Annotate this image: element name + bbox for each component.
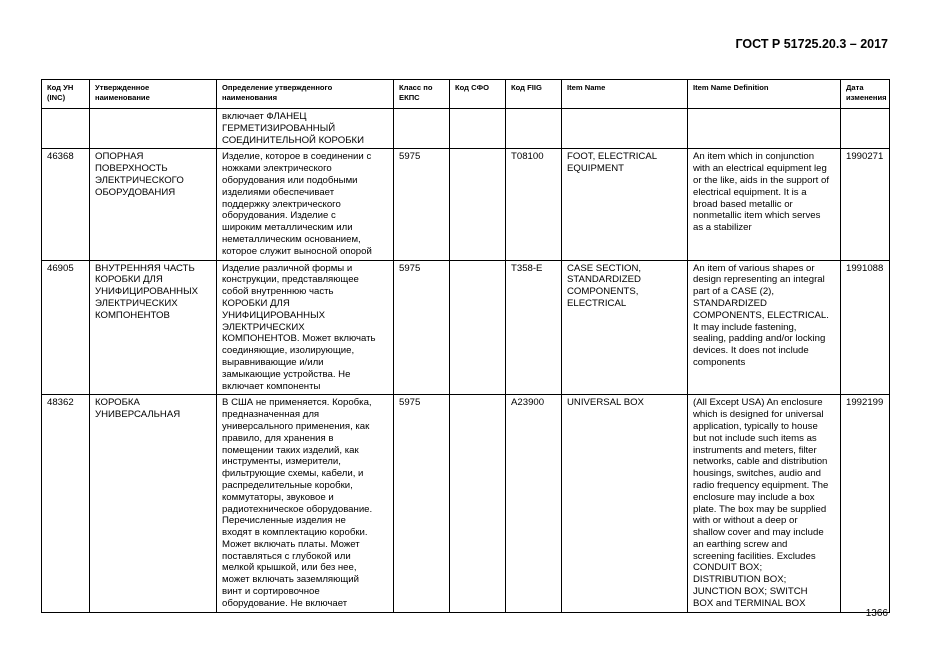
classification-table bbox=[41, 79, 890, 613]
cell-inc bbox=[42, 109, 90, 149]
cell-approved-name: ОПОРНАЯ ПОВЕРХНОСТЬ ЭЛЕКТРИЧЕСКОГО ОБОРУДОВАНИЯ bbox=[90, 149, 217, 260]
cell-item-definition: An item which in conjunction with an electrical equipment leg or the like, aids in the support of electrical equipment. It is a broad based metallic or nonmetallic item which serves as a stabilizer bbox=[688, 149, 841, 260]
cell-item-name: FOOT, ELECTRICAL EQUIPMENT bbox=[562, 149, 688, 260]
cell-ekps-class: 5975 bbox=[394, 395, 450, 612]
cell-fiig-code bbox=[506, 109, 562, 149]
column-header-change-date: Дата изменения bbox=[841, 80, 890, 109]
cell-item-definition: An item of various shapes or design representing an integral part of a CASE (2), STANDARDIZED COMPONENTS, ELECTRICAL. It may include fastening, sealing, padding and/or locking devices. It does not include components bbox=[688, 260, 841, 395]
cell-fiig-code: T358-E bbox=[506, 260, 562, 395]
column-header-definition: Определение утвержденного наименования bbox=[217, 80, 394, 109]
column-header-item-name: Item Name bbox=[562, 80, 688, 109]
cell-fiig-code: T08100 bbox=[506, 149, 562, 260]
cell-approved-name: КОРОБКА УНИВЕРСАЛЬНАЯ bbox=[90, 395, 217, 612]
table-row bbox=[42, 149, 890, 260]
cell-change-date bbox=[841, 109, 890, 149]
cell-inc: 46368 bbox=[42, 149, 90, 260]
cell-item-definition bbox=[688, 109, 841, 149]
cell-definition: В США не применяется. Коробка, предназначенная для универсального применения, как правило, для хранения в помещении таких изделий, как инструменты, измерители, фильтрующие схемы, кабели, и распределительные коробки, коммутаторы, звуковое и радиотехническое оборудование. Перечисленные изделия не входят в комплектацию коробки. Может включать платы. Может поставляться с глубокой или мелкой крышкой, или без нее, может включать заземляющий винт и сортировочное оборудование. Не включает bbox=[217, 395, 394, 612]
cell-approved-name: ВНУТРЕННЯЯ ЧАСТЬ КОРОБКИ ДЛЯ УНИФИЦИРОВАННЫХ ЭЛЕКТРИЧЕСКИХ КОМПОНЕНТОВ bbox=[90, 260, 217, 395]
cell-ekps-class: 5975 bbox=[394, 149, 450, 260]
cell-definition: Изделие различной формы и конструкции, представляющее собой внутреннюю часть КОРОБКИ ДЛЯ УНИФИЦИРОВАННЫХ ЭЛЕКТРИЧЕСКИХ КОМПОНЕНТОВ. Может включать соединяющие, изолирующие, выравнивающие и/или замыкающие устройства. Не включает компоненты bbox=[217, 260, 394, 395]
cell-change-date: 1991088 bbox=[841, 260, 890, 395]
cell-approved-name bbox=[90, 109, 217, 149]
cell-sfo-code bbox=[450, 395, 506, 612]
column-header-item-definition: Item Name Definition bbox=[688, 80, 841, 109]
cell-sfo-code bbox=[450, 260, 506, 395]
table-header-row bbox=[42, 80, 890, 109]
page-number: 1366 bbox=[865, 608, 888, 619]
cell-inc: 46905 bbox=[42, 260, 90, 395]
cell-change-date: 1990271 bbox=[841, 149, 890, 260]
cell-item-name: UNIVERSAL BOX bbox=[562, 395, 688, 612]
document-header: ГОСТ Р 51725.20.3 – 2017 bbox=[735, 37, 888, 51]
cell-inc: 48362 bbox=[42, 395, 90, 612]
cell-definition: Изделие, которое в соединении с ножками электрического оборудования или подобными изделиями обеспечивает поддержку электрического оборудования. Изделие с широким металлическим или неметаллическим основанием, которое служит выносной опорой bbox=[217, 149, 394, 260]
cell-definition: включает ФЛАНЕЦ ГЕРМЕТИЗИРОВАННЫЙ СОЕДИНИТЕЛЬНОЙ КОРОБКИ bbox=[217, 109, 394, 149]
column-header-approved-name: Утвержденное наименование bbox=[90, 80, 217, 109]
table-row bbox=[42, 109, 890, 149]
cell-item-definition: (All Except USA) An enclosure which is designed for universal application, typically to house but not include such items as instruments and meters, filter networks, cable and distribution housings, switches, audio and radio frequency equipment. The enclosure may include a box plate. The box may be supplied with or without a deep or shallow cover and may include an earthing screw and screening facilities. Excludes CONDUIT BOX; DISTRIBUTION BOX; JUNCTION BOX; SWITCH BOX and TERMINAL BOX bbox=[688, 395, 841, 612]
cell-fiig-code: A23900 bbox=[506, 395, 562, 612]
cell-item-name: CASE SECTION, STANDARDIZED COMPONENTS, ELECTRICAL bbox=[562, 260, 688, 395]
cell-item-name bbox=[562, 109, 688, 149]
column-header-fiig-code: Код FIIG bbox=[506, 80, 562, 109]
table-row bbox=[42, 395, 890, 612]
table-row bbox=[42, 260, 890, 395]
cell-sfo-code bbox=[450, 109, 506, 149]
cell-change-date: 1992199 bbox=[841, 395, 890, 612]
cell-sfo-code bbox=[450, 149, 506, 260]
column-header-sfo-code: Код СФО bbox=[450, 80, 506, 109]
cell-ekps-class: 5975 bbox=[394, 260, 450, 395]
column-header-inc: Код УН (INC) bbox=[42, 80, 90, 109]
column-header-ekps-class: Класс по ЕКПС bbox=[394, 80, 450, 109]
cell-ekps-class bbox=[394, 109, 450, 149]
